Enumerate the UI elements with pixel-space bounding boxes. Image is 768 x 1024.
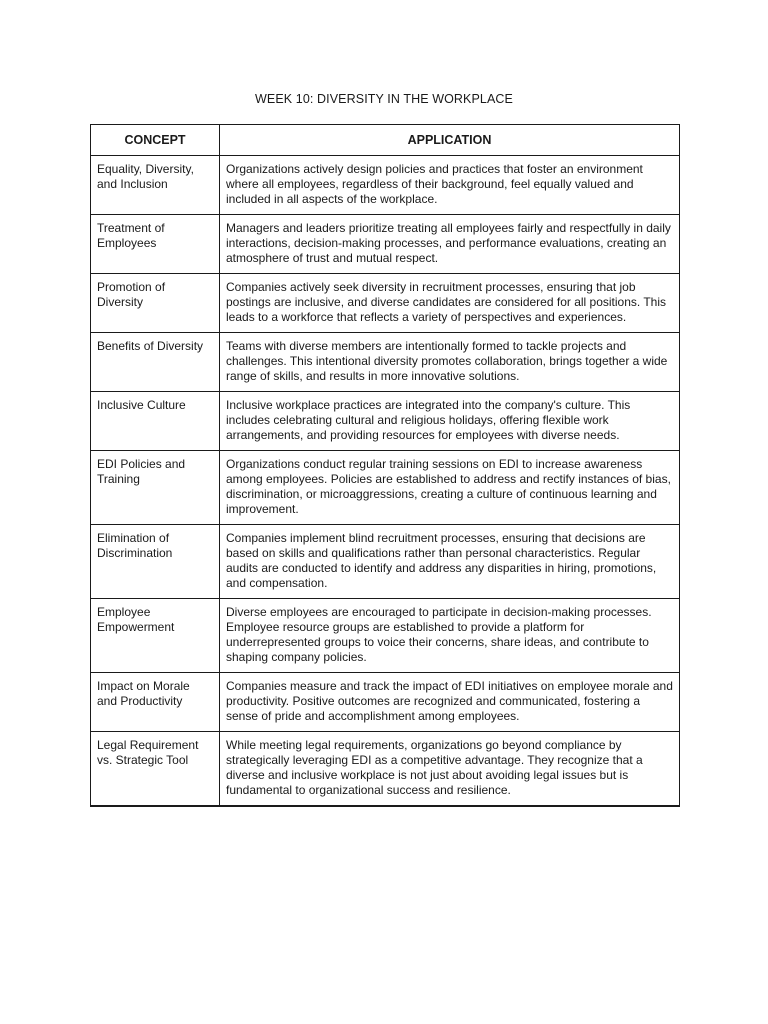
application-cell: Companies implement blind recruitment processes, ensuring that decisions are based on skills and qualifications rather than personal characteristics. Regular audits are conducted to identify and address any disparities in hiring, promotions, and compensation. xyxy=(220,525,680,599)
application-cell: Organizations actively design policies and practices that foster an environment where all employees, regardless of their background, feel equally valued and included in all aspects of the workplace. xyxy=(220,156,680,215)
concept-column-header: CONCEPT xyxy=(91,125,220,156)
application-cell: Managers and leaders prioritize treating all employees fairly and respectfully in daily interactions, decision-making processes, and performance evaluations, creating an atmosphere of trust and mutual respect. xyxy=(220,215,680,274)
table-row xyxy=(91,274,680,333)
table-row xyxy=(91,333,680,392)
page-title: WEEK 10: DIVERSITY IN THE WORKPLACE xyxy=(255,92,513,106)
application-cell: Diverse employees are encouraged to participate in decision-making processes. Employee resource groups are established to provide a platform for underrepresented groups to voice their concerns, share ideas, and contribute to shaping company policies. xyxy=(220,599,680,673)
concept-cell: Treatment of Employees xyxy=(91,215,220,274)
application-cell: Companies actively seek diversity in recruitment processes, ensuring that job postings are inclusive, and diverse candidates are considered for all positions. This leads to a workforce that reflects a variety of perspectives and experiences. xyxy=(220,274,680,333)
application-cell: Companies measure and track the impact of EDI initiatives on employee morale and productivity. Positive outcomes are recognized and communicated, fostering a sense of pride and accomplishment among employees. xyxy=(220,673,680,732)
application-cell: While meeting legal requirements, organizations go beyond compliance by strategically leveraging EDI as a competitive advantage. They recognize that a diverse and inclusive workplace is not just about avoiding legal issues but is fundamental to organizational success and resilience. xyxy=(220,732,680,807)
table-header-row xyxy=(91,125,680,156)
table-row xyxy=(91,392,680,451)
concept-cell: Impact on Morale and Productivity xyxy=(91,673,220,732)
table-row xyxy=(91,156,680,215)
concept-cell: Inclusive Culture xyxy=(91,392,220,451)
concept-cell: Elimination of Discrimination xyxy=(91,525,220,599)
application-column-header: APPLICATION xyxy=(220,125,680,156)
table-row xyxy=(91,525,680,599)
table-row xyxy=(91,599,680,673)
concept-cell: Benefits of Diversity xyxy=(91,333,220,392)
concept-cell: EDI Policies and Training xyxy=(91,451,220,525)
concept-cell: Employee Empowerment xyxy=(91,599,220,673)
table-row xyxy=(91,732,680,807)
application-cell: Inclusive workplace practices are integrated into the company's culture. This includes celebrating cultural and religious holidays, offering flexible work arrangements, and providing resources for employees with diverse needs. xyxy=(220,392,680,451)
application-cell: Organizations conduct regular training sessions on EDI to increase awareness among employees. Policies are established to address and rectify instances of bias, discrimination, or microaggressions, creating a culture of continuous learning and improvement. xyxy=(220,451,680,525)
table-row xyxy=(91,215,680,274)
concept-cell: Equality, Diversity, and Inclusion xyxy=(91,156,220,215)
concept-cell: Promotion of Diversity xyxy=(91,274,220,333)
table-row xyxy=(91,673,680,732)
application-cell: Teams with diverse members are intentionally formed to tackle projects and challenges. This intentional diversity promotes collaboration, brings together a wide range of skills, and results in more innovative solutions. xyxy=(220,333,680,392)
table-row xyxy=(91,451,680,525)
concept-application-table xyxy=(90,124,680,807)
concept-cell: Legal Requirement vs. Strategic Tool xyxy=(91,732,220,807)
